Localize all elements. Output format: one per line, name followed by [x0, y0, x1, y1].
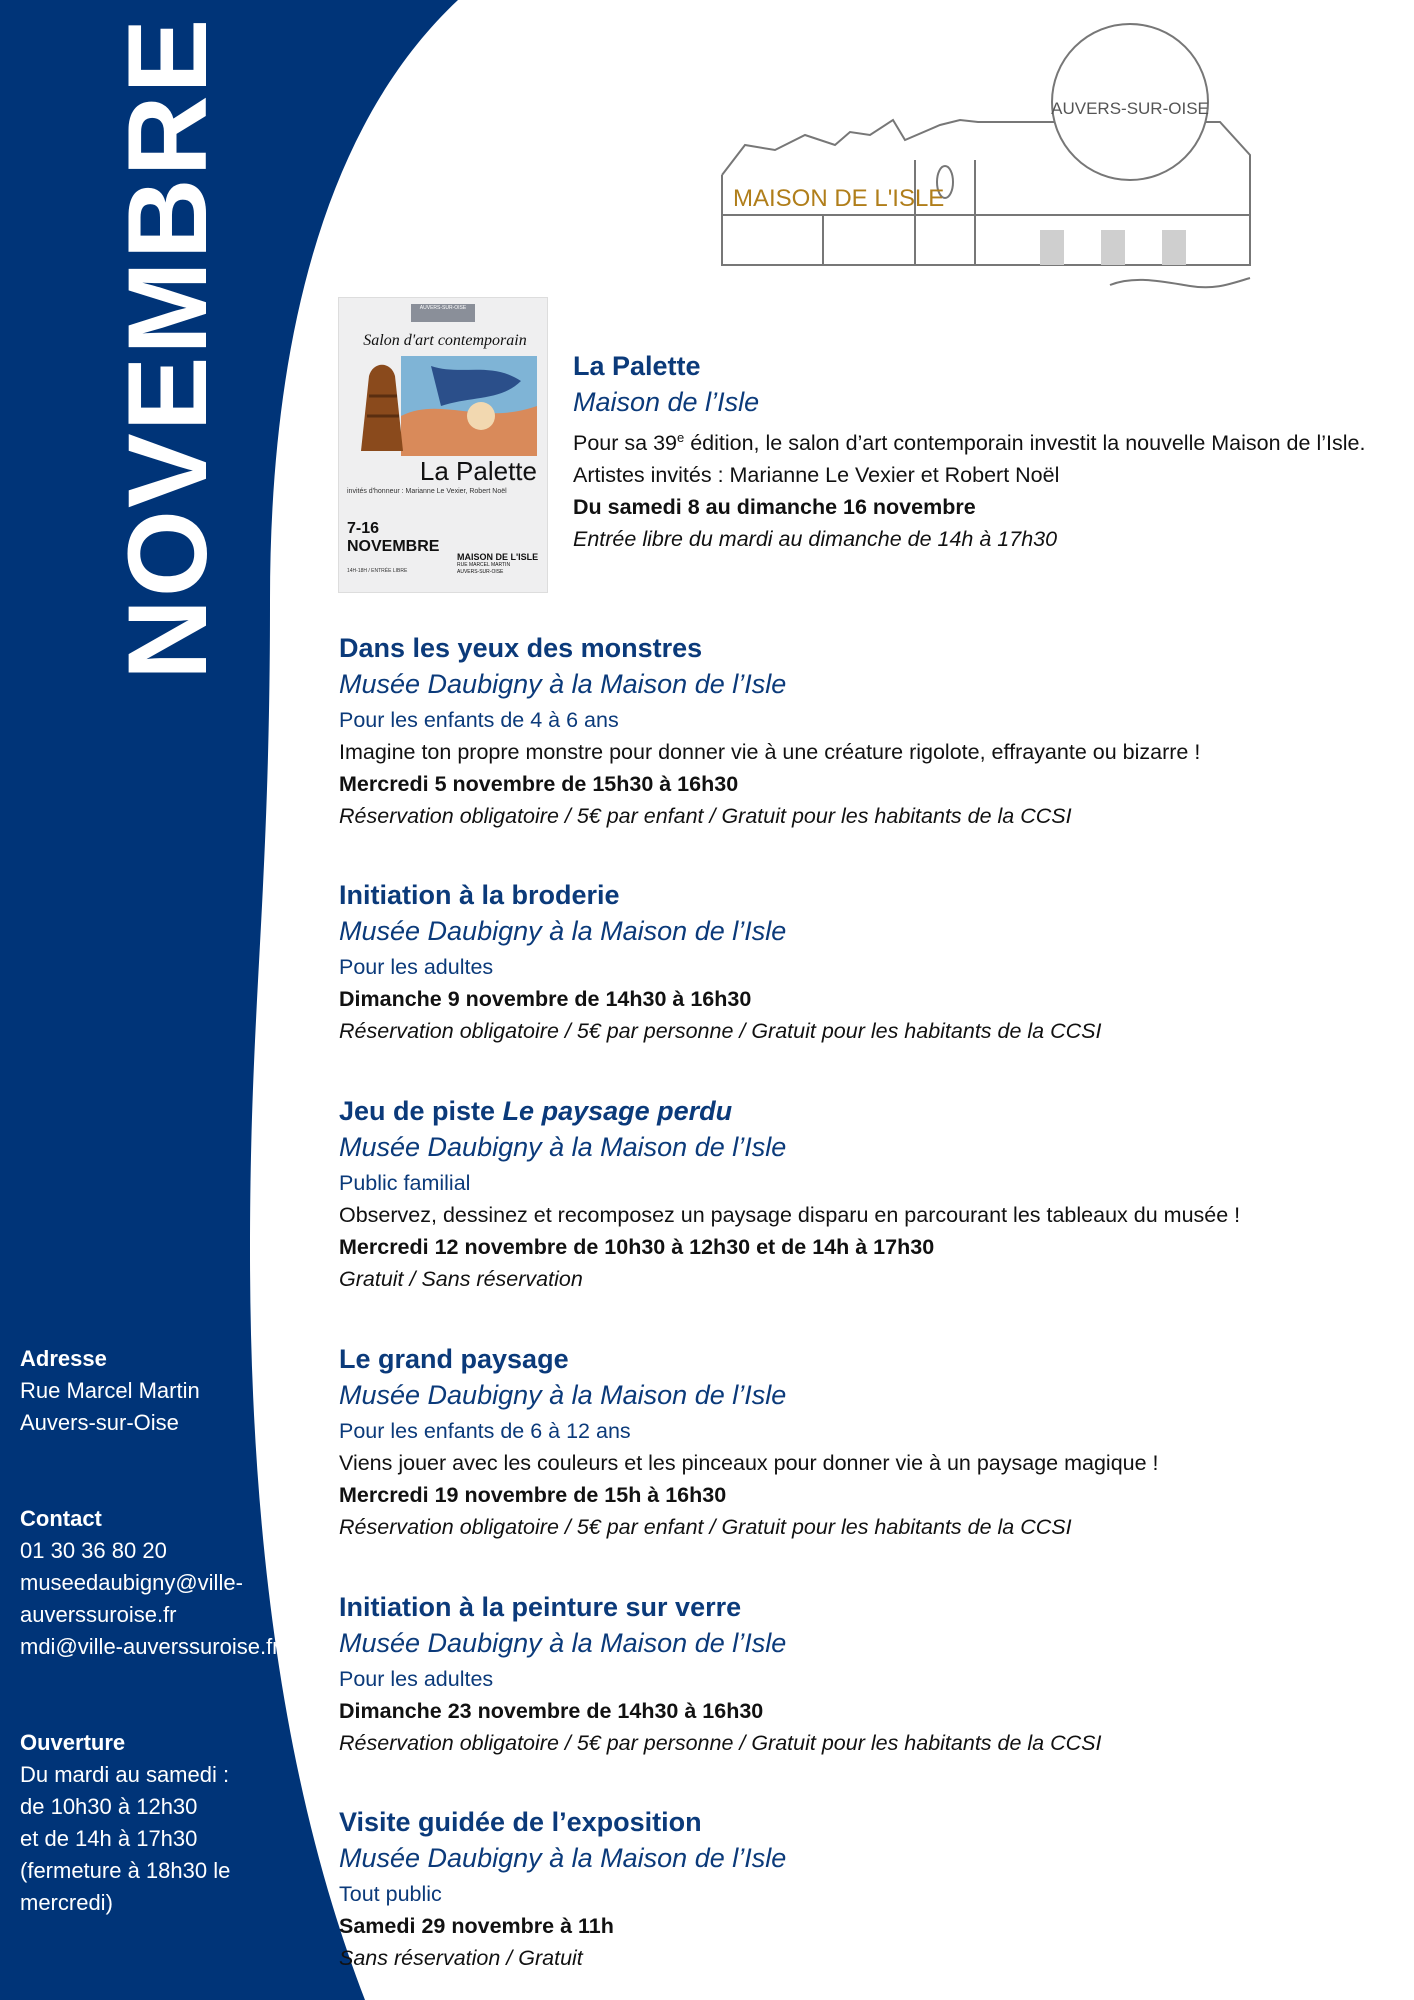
hours-line: de 10h30 à 12h30: [20, 1794, 198, 1819]
event-title: La Palette: [573, 351, 701, 381]
event-audience: Pour les adultes: [339, 955, 494, 979]
hours-line: et de 14h à 17h30: [20, 1826, 198, 1851]
contact-email[interactable]: mdi@ville-auverssuroise.fr: [20, 1634, 280, 1659]
poster-artwork: [351, 356, 537, 456]
event-venue: Musée Daubigny à la Maison de l’Isle: [339, 916, 787, 946]
contact-phone[interactable]: 01 30 36 80 20: [20, 1538, 167, 1563]
event-title: Visite guidée de l’exposition: [339, 1807, 702, 1837]
event-title: [339, 1095, 1379, 1127]
poster-street: RUE MARCEL MARTIN: [457, 562, 511, 568]
logo-town-text: AUVERS-SUR-OISE: [1051, 99, 1209, 118]
event-date: Samedi 29 novembre à 11h: [339, 1914, 614, 1938]
poster-dates: [347, 520, 439, 556]
event-venue: Musée Daubigny à la Maison de l’Isle: [339, 1843, 787, 1873]
event-title: Initiation à la broderie: [339, 880, 620, 910]
address-line: Rue Marcel Martin: [20, 1378, 200, 1403]
event-description-sup: e: [676, 430, 685, 445]
hours-line: mercredi): [20, 1890, 113, 1915]
contact-block: [20, 1503, 280, 1663]
event-description: [573, 422, 1373, 459]
event-title-emphasis: Le paysage perdu: [502, 1096, 733, 1126]
event-jeu-de-piste: [339, 1095, 1379, 1295]
poster-tag: AUVERS-SUR-OISE: [411, 304, 475, 322]
event-description: Viens jouer avec les couleurs et les pinceaux pour donner vie à un paysage magique !: [339, 1451, 1159, 1475]
poster-name: La Palette: [419, 456, 537, 486]
event-visite-guidee: [339, 1806, 1379, 1974]
event-la-palette: [573, 350, 1373, 555]
contact-heading: Contact: [20, 1506, 102, 1531]
poster-place: [457, 552, 538, 576]
poster-guests: invités d'honneur : Marianne Le Vexier, Robert Noël: [347, 488, 507, 495]
poster-date-range: 7-16: [347, 520, 380, 537]
event-venue: Musée Daubigny à la Maison de l’Isle: [339, 1380, 787, 1410]
event-title: Initiation à la peinture sur verre: [339, 1592, 742, 1622]
event-dans-les-yeux-des-monstres: [339, 632, 1379, 832]
event-info: Gratuit / Sans réservation: [339, 1267, 583, 1291]
event-info: Réservation obligatoire / 5€ par enfant / Gratuit pour les habitants de la CCSI: [339, 1515, 1072, 1539]
logo-name-text: MAISON DE L'ISLE: [733, 185, 945, 212]
event-title: Le grand paysage: [339, 1344, 569, 1374]
event-info: Réservation obligatoire / 5€ par personne / Gratuit pour les habitants de la CCSI: [339, 1019, 1102, 1043]
hours-block: [20, 1727, 230, 1919]
event-info: Réservation obligatoire / 5€ par enfant / Gratuit pour les habitants de la CCSI: [339, 804, 1072, 828]
event-description: Imagine ton propre monstre pour donner vie à une créature rigolote, effrayante ou bizarre !: [339, 740, 1201, 764]
event-audience: Pour les adultes: [339, 1667, 494, 1691]
event-venue: Maison de l’Isle: [573, 387, 760, 417]
event-audience: Pour les enfants de 6 à 12 ans: [339, 1419, 631, 1443]
contact-email[interactable]: museedaubigny@ville-: [20, 1570, 243, 1595]
poster-month: NOVEMBRE: [347, 538, 440, 555]
maison-de-lisle-logo: [715, 10, 1255, 310]
event-info: Entrée libre du mardi au dimanche de 14h à 17h30: [573, 527, 1058, 552]
event-date: Dimanche 9 novembre de 14h30 à 16h30: [339, 987, 752, 1011]
address-heading: Adresse: [20, 1346, 107, 1371]
address-line: Auvers-sur-Oise: [20, 1410, 179, 1435]
poster-place-name: MAISON DE L'ISLE: [457, 552, 539, 562]
event-date: Mercredi 12 novembre de 10h30 à 12h30 et de 14h à 17h30: [339, 1235, 935, 1259]
address-block: [20, 1343, 200, 1439]
poster-hours: 14H-18H / ENTRÉE LIBRE: [347, 568, 408, 574]
event-date: Dimanche 23 novembre de 14h30 à 16h30: [339, 1699, 764, 1723]
event-audience: Pour les enfants de 4 à 6 ans: [339, 708, 619, 732]
event-venue: Musée Daubigny à la Maison de l’Isle: [339, 1628, 787, 1658]
event-date: Mercredi 5 novembre de 15h30 à 16h30: [339, 772, 739, 796]
event-title: Dans les yeux des monstres: [339, 633, 703, 663]
event-audience: Tout public: [339, 1882, 442, 1906]
event-description-end: édition, le salon d’art contemporain investit la nouvelle Maison de l’Isle.: [684, 431, 1366, 456]
event-guests: Artistes invités : Marianne Le Vexier et Robert Noël: [573, 463, 1060, 488]
event-venue: Musée Daubigny à la Maison de l’Isle: [339, 669, 787, 699]
event-audience: Public familial: [339, 1171, 471, 1195]
event-info: Réservation obligatoire / 5€ par personne / Gratuit pour les habitants de la CCSI: [339, 1731, 1102, 1755]
event-date: Mercredi 19 novembre de 15h à 16h30: [339, 1483, 727, 1507]
event-info: Sans réservation / Gratuit: [339, 1946, 583, 1970]
contact-email[interactable]: auverssuroise.fr: [20, 1602, 177, 1627]
poster-subtitle: Salon d'art contemporain: [363, 332, 527, 349]
event-date: Du samedi 8 au dimanche 16 novembre: [573, 495, 976, 520]
event-initiation-broderie: [339, 879, 1379, 1047]
hours-line: (fermeture à 18h30 le: [20, 1858, 231, 1883]
event-venue: Musée Daubigny à la Maison de l’Isle: [339, 1132, 787, 1162]
event-title-text: Jeu de piste: [339, 1096, 503, 1126]
event-le-grand-paysage: [339, 1343, 1379, 1543]
hours-heading: Ouverture: [20, 1730, 126, 1755]
event-description: Observez, dessinez et recomposez un paysage disparu en parcourant les tableaux du musée !: [339, 1203, 1241, 1227]
poster-city: AUVERS-SUR-OISE: [457, 569, 504, 575]
hours-line: Du mardi au samedi :: [20, 1762, 230, 1787]
la-palette-poster: [338, 297, 548, 593]
month-title: NOVEMBRE: [105, 16, 230, 680]
event-description-start: Pour sa 39: [573, 431, 677, 456]
event-peinture-sur-verre: [339, 1591, 1379, 1759]
